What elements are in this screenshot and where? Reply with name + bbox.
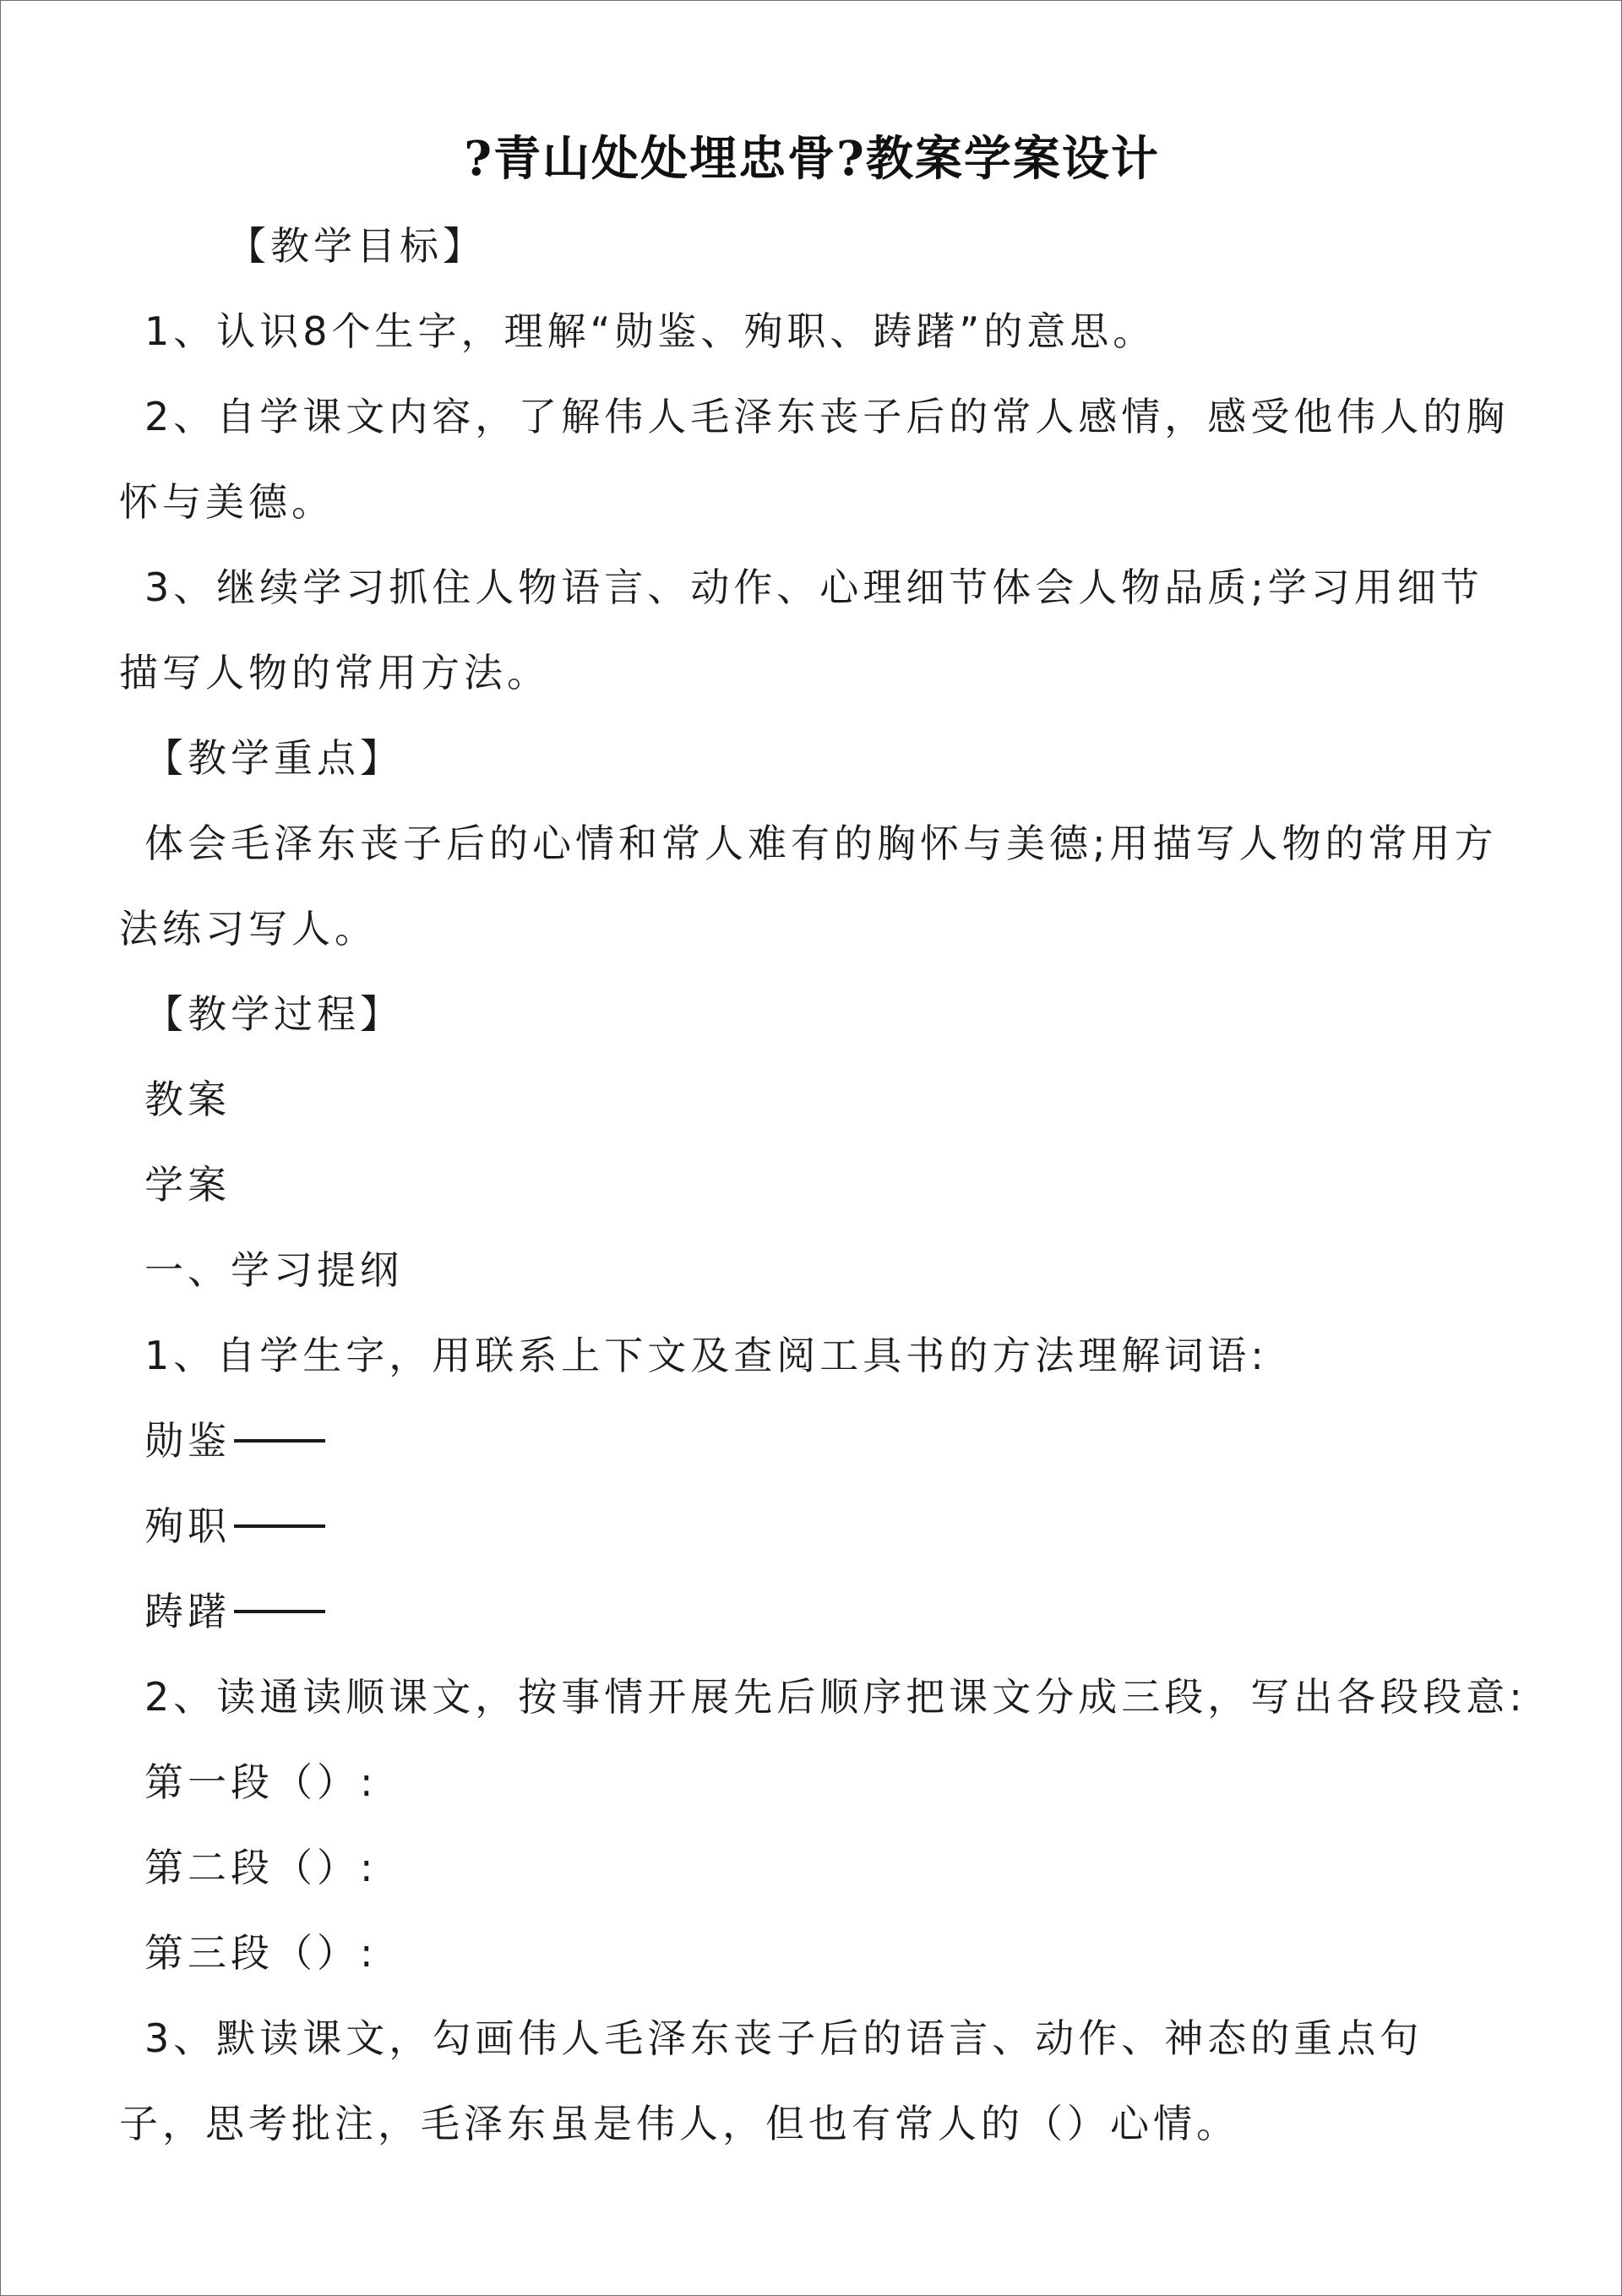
goal-item-3-cont: 描写人物的常用方法。 [119,650,550,695]
vocab-word: 勋鉴 [144,1418,231,1464]
focus-text-cont: 法练习写人。 [119,906,378,952]
answer-blank[interactable] [234,1439,325,1442]
segment-1: 第一段（）: [144,1759,378,1805]
goal-item-3: 3、继续学习抓住人物语言、动作、心理细节体会人物品质;学习用细节 [144,564,1483,610]
goal-item-2-cont: 怀与美德。 [119,479,335,525]
outline-step-1: 1、自学生字，用联系上下文及查阅工具书的方法理解词语: [144,1333,1268,1378]
vocab-item-1 [119,1399,1505,1484]
outline-step-2: 2、读通读顺课文，按事情开展先后顺序把课文分成三段，写出各段段意: [144,1674,1527,1720]
label-xuean: 学案 [144,1162,231,1208]
document-body [119,204,1527,2167]
label-jiaoan: 教案 [144,1077,231,1122]
segment-3: 第三段（）: [144,1930,378,1976]
answer-blank[interactable] [234,1524,325,1528]
heading-teaching-focus: 【教学重点】 [144,735,403,781]
goal-item-1: 1、认识8个生字，理解“勋鉴、殉职、踌躇”的意思。 [144,308,1157,354]
vocab-word: 踌躇 [144,1589,231,1634]
goal-item-2: 2、自学课文内容，了解伟人毛泽东丧子后的常人感情，感受他伟人的胸 [144,394,1510,439]
vocab-word: 殉职 [144,1503,231,1549]
document-title: ?青山处处埋忠骨?教案学案设计 [464,131,1160,187]
answer-blank[interactable] [234,1610,325,1613]
vocab-item-2 [119,1484,1505,1569]
heading-teaching-goals: 【教学目标】 [227,223,486,269]
heading-teaching-process: 【教学过程】 [144,991,403,1037]
focus-text: 体会毛泽东丧子后的心情和常人难有的胸怀与美德;用描写人物的常用方 [144,821,1498,866]
segment-2: 第二段（）: [144,1845,378,1890]
vocab-item-3 [119,1569,1505,1655]
section-outline: 一、学习提纲 [144,1247,403,1293]
outline-step-3: 3、默读课文，勾画伟人毛泽东丧子后的语言、动作、神态的重点句 [144,2015,1423,2061]
outline-step-3-cont: 子，思考批注，毛泽东虽是伟人，但也有常人的（）心情。 [119,2101,1239,2146]
